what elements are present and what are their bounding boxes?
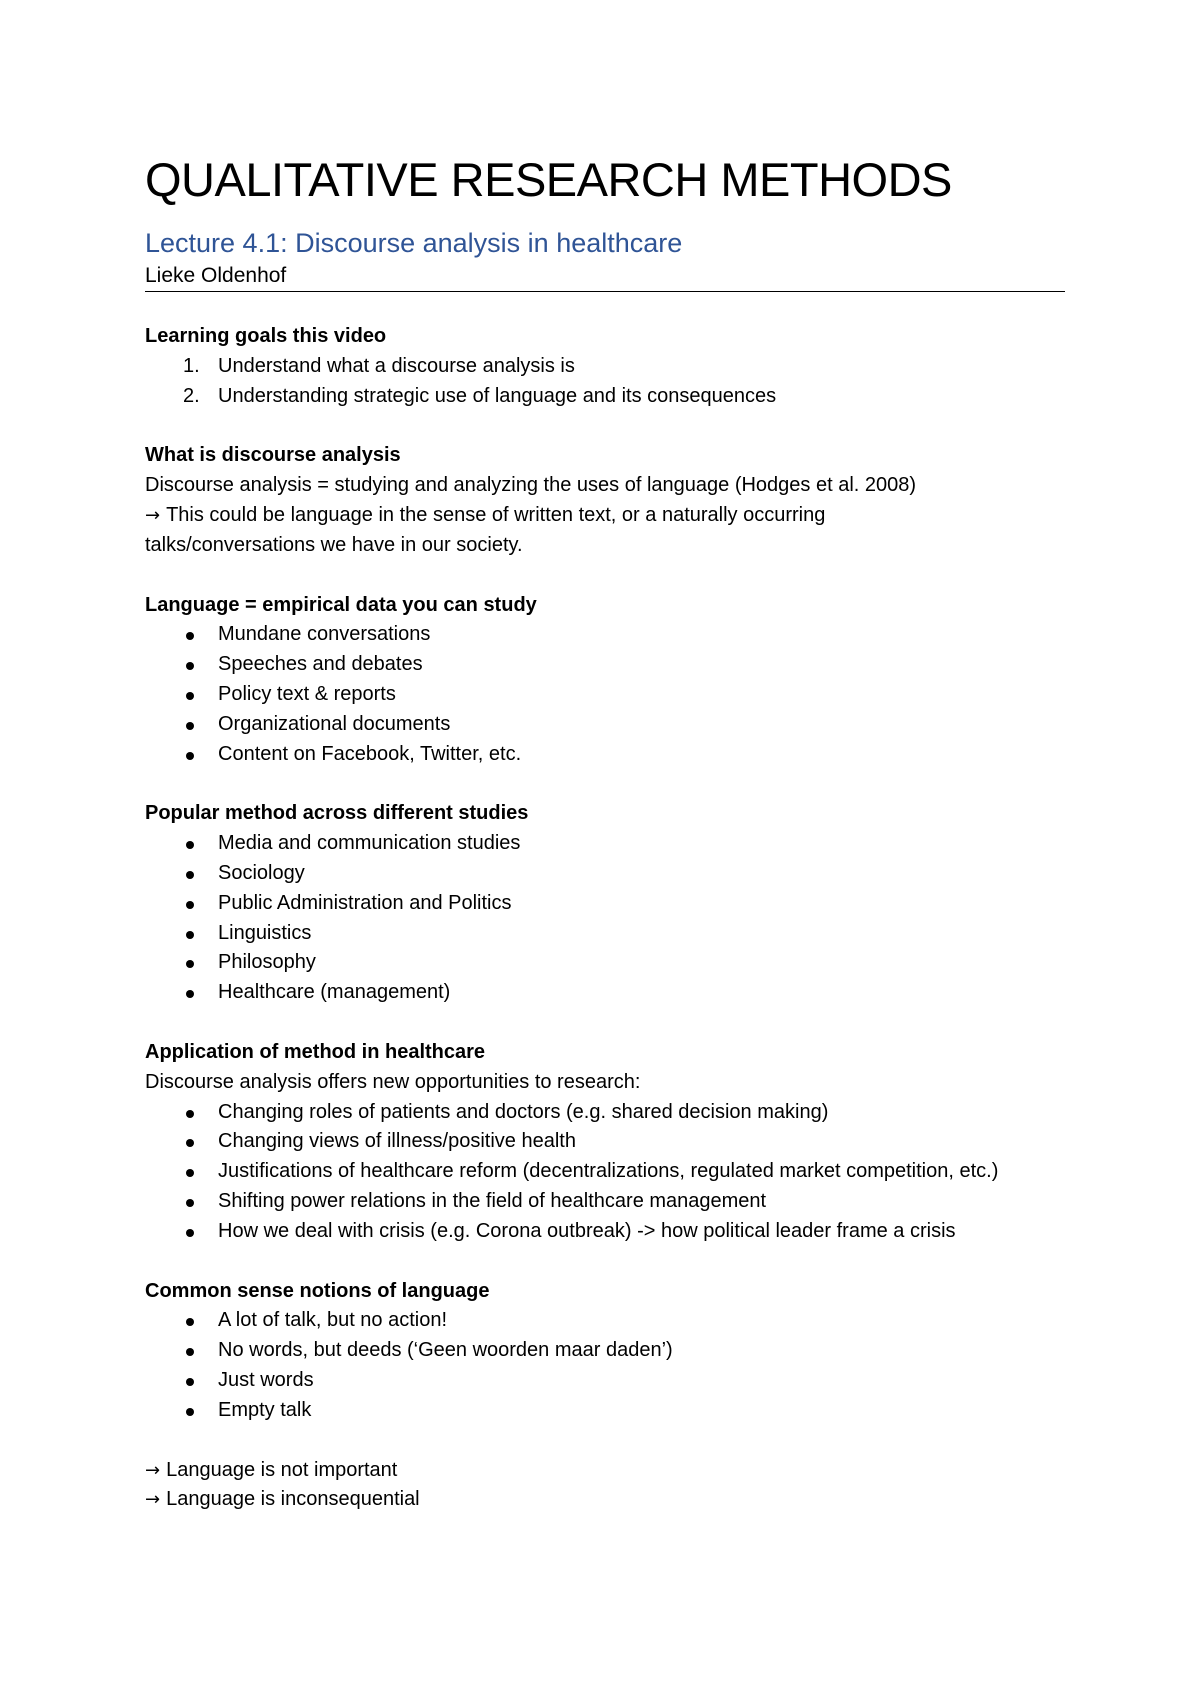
list-item-text: Policy text & reports bbox=[218, 682, 396, 705]
list-item bbox=[145, 859, 1065, 889]
language-data-section bbox=[145, 591, 1065, 770]
list-item bbox=[145, 680, 1065, 710]
list-item-text: Linguistics bbox=[218, 921, 312, 944]
list-item bbox=[145, 1127, 1065, 1157]
list-item-text: Healthcare (management) bbox=[218, 981, 451, 1004]
arrow-right-icon: → bbox=[145, 1489, 161, 1511]
list-item-text: Changing views of illness/positive health bbox=[218, 1130, 576, 1153]
what-is-section bbox=[145, 441, 1065, 560]
bullet-icon bbox=[186, 1139, 194, 1147]
document-body bbox=[145, 150, 1065, 1515]
bullet-icon bbox=[186, 1318, 194, 1326]
list-item-text: Just words bbox=[218, 1368, 314, 1391]
list-number: 2. bbox=[183, 384, 200, 407]
list-item-text: Shifting power relations in the field of healthcare management bbox=[218, 1189, 767, 1212]
list-item bbox=[145, 382, 1065, 412]
list-item bbox=[145, 889, 1065, 919]
common-sense-heading: Common sense notions of language bbox=[145, 1279, 490, 1302]
list-item-text: Changing roles of patients and doctors (e.g. shared decision making) bbox=[218, 1100, 829, 1123]
popular-method-list bbox=[145, 829, 1065, 1008]
application-section bbox=[145, 1038, 1065, 1247]
list-item bbox=[145, 650, 1065, 680]
list-item bbox=[145, 919, 1065, 949]
bullet-icon bbox=[186, 1348, 194, 1356]
popular-method-section bbox=[145, 799, 1065, 1008]
author-name: Lieke Oldenhof bbox=[145, 262, 1065, 292]
list-item bbox=[145, 1366, 1065, 1396]
application-heading: Application of method in healthcare bbox=[145, 1040, 486, 1063]
definition-text: Discourse analysis = studying and analyzing the uses of language (Hodges et al. 2008) bbox=[145, 474, 917, 497]
bullet-icon bbox=[186, 841, 194, 849]
bullet-icon bbox=[186, 1110, 194, 1118]
document-title: QUALITATIVE RESEARCH METHODS bbox=[145, 153, 952, 206]
language-data-heading: Language = empirical data you can study bbox=[145, 593, 537, 616]
arrow-note-text: This could be language in the sense of written text, or a naturally occurring bbox=[166, 503, 826, 526]
bullet-icon bbox=[186, 722, 194, 730]
list-item-text: Speeches and debates bbox=[218, 653, 423, 676]
what-is-heading: What is discourse analysis bbox=[145, 444, 401, 467]
list-item-text: Justifications of healthcare reform (decentralizations, regulated market competition, etc.) bbox=[218, 1160, 999, 1183]
arrow-note bbox=[145, 501, 1065, 531]
list-item bbox=[145, 1396, 1065, 1426]
arrow-right-icon: → bbox=[145, 504, 161, 526]
list-item bbox=[145, 948, 1065, 978]
list-item bbox=[145, 710, 1065, 740]
common-sense-list bbox=[145, 1306, 1065, 1425]
list-item-text: A lot of talk, but no action! bbox=[218, 1309, 448, 1332]
list-item-text: No words, but deeds (‘Geen woorden maar daden’) bbox=[218, 1339, 673, 1362]
bullet-icon bbox=[186, 692, 194, 700]
bullet-icon bbox=[186, 901, 194, 909]
list-item-text: Philosophy bbox=[218, 951, 316, 974]
list-item-text: Understanding strategic use of language and its consequences bbox=[218, 384, 777, 407]
list-number: 1. bbox=[183, 354, 200, 377]
bullet-icon bbox=[186, 960, 194, 968]
list-item bbox=[145, 978, 1065, 1008]
bullet-icon bbox=[186, 662, 194, 670]
language-data-list bbox=[145, 620, 1065, 769]
list-item bbox=[145, 1098, 1065, 1128]
common-sense-section bbox=[145, 1277, 1065, 1426]
conclusion-text: Language is inconsequential bbox=[166, 1488, 420, 1511]
bullet-icon bbox=[186, 931, 194, 939]
bullet-icon bbox=[186, 1169, 194, 1177]
conclusions-section bbox=[145, 1456, 1065, 1516]
bullet-icon bbox=[186, 632, 194, 640]
list-item-text: How we deal with crisis (e.g. Corona outbreak) -> how political leader frame a crisis bbox=[218, 1219, 956, 1242]
list-item bbox=[145, 1336, 1065, 1366]
conclusion-line bbox=[145, 1456, 1065, 1486]
bullet-icon bbox=[186, 990, 194, 998]
list-item bbox=[145, 620, 1065, 650]
list-item-text: Sociology bbox=[218, 861, 305, 884]
bullet-icon bbox=[186, 1378, 194, 1386]
list-item-text: Media and communication studies bbox=[218, 832, 521, 855]
list-item-text: Public Administration and Politics bbox=[218, 891, 512, 914]
arrow-note-continuation: talks/conversations we have in our society. bbox=[145, 533, 523, 556]
list-item bbox=[145, 352, 1065, 382]
learning-goals-heading: Learning goals this video bbox=[145, 325, 387, 347]
list-item-text: Organizational documents bbox=[218, 712, 451, 735]
list-item-text: Empty talk bbox=[218, 1398, 312, 1421]
arrow-right-icon: → bbox=[145, 1459, 161, 1481]
popular-method-heading: Popular method across different studies bbox=[145, 802, 529, 825]
list-item-text: Mundane conversations bbox=[218, 623, 431, 646]
conclusion-text: Language is not important bbox=[166, 1458, 398, 1481]
list-item bbox=[145, 1157, 1065, 1187]
list-item bbox=[145, 829, 1065, 859]
application-intro: Discourse analysis offers new opportunities to research: bbox=[145, 1070, 641, 1093]
bullet-icon bbox=[186, 1199, 194, 1207]
list-item bbox=[145, 1187, 1065, 1217]
bullet-icon bbox=[186, 1229, 194, 1237]
list-item bbox=[145, 1306, 1065, 1336]
learning-goals-list bbox=[145, 352, 1065, 412]
list-item bbox=[145, 740, 1065, 770]
list-item bbox=[145, 1217, 1065, 1247]
list-item-text: Content on Facebook, Twitter, etc. bbox=[218, 742, 522, 765]
bullet-icon bbox=[186, 1408, 194, 1416]
learning-goals-section bbox=[145, 322, 1065, 411]
conclusion-line bbox=[145, 1485, 1065, 1515]
lecture-title: Lecture 4.1: Discourse analysis in healthcare bbox=[145, 228, 683, 258]
application-list bbox=[145, 1098, 1065, 1247]
bullet-icon bbox=[186, 871, 194, 879]
bullet-icon bbox=[186, 752, 194, 760]
list-item-text: Understand what a discourse analysis is bbox=[218, 354, 575, 377]
